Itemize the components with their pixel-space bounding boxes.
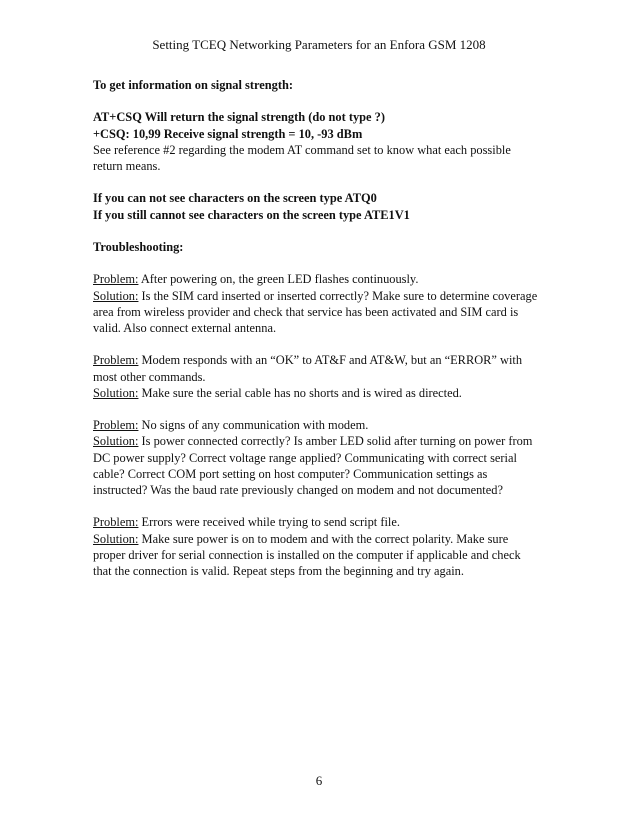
display-tip-atq0: If you can not see characters on the screen type ATQ0: [93, 191, 377, 206]
solution-label: Solution:: [93, 434, 139, 449]
problem-text: Modem responds with an “OK” to AT&F and AT&W, but an “ERROR” with: [138, 353, 523, 368]
problem-label: Problem:: [93, 272, 139, 287]
solution-text: Is power connected correctly? Is amber LED solid after turning on power from: [138, 434, 533, 449]
at-csq-command: AT+CSQ Will return the signal strength (do not type ?): [93, 110, 385, 125]
reference-line: return means.: [93, 159, 161, 173]
solution-label: Solution:: [93, 288, 139, 303]
solution-text: DC power supply? Correct voltage range applied? Communicating with correct serial: [93, 450, 517, 465]
troubleshooting-item: [93, 352, 553, 401]
page-header: Setting TCEQ Networking Parameters for an Enfora GSM 1208: [152, 37, 486, 52]
problem-label: Problem:: [93, 418, 139, 433]
problem-text: No signs of any communication with modem.: [138, 418, 369, 433]
solution-text: Make sure power is on to modem and with the correct polarity. Make sure: [138, 531, 509, 546]
signal-heading: To get information on signal strength:: [93, 78, 293, 92]
problem-text: most other commands.: [93, 369, 206, 384]
solution-text: area from wireless provider and check that service has been activated and SIM card is: [93, 304, 519, 319]
problem-line: [93, 352, 553, 368]
problem-line: [93, 271, 553, 287]
troubleshooting-item: [93, 514, 553, 579]
troubleshooting-item: [93, 271, 553, 336]
solution-line: [93, 433, 553, 449]
reference-line: See reference #2 regarding the modem AT command set to know what each possible: [93, 142, 511, 157]
solution-label: Solution:: [93, 531, 139, 546]
solution-text: that the connection is valid. Repeat steps from the beginning and try again.: [93, 563, 464, 578]
display-tip-ate1v1: If you still cannot see characters on the screen type ATE1V1: [93, 207, 410, 222]
troubleshooting-item: [93, 417, 553, 498]
solution-text: valid. Also connect external antenna.: [93, 320, 277, 335]
solution-label: Solution:: [93, 385, 139, 400]
problem-text: After powering on, the green LED flashes continuously.: [138, 272, 419, 287]
solution-line: [93, 531, 553, 547]
problem-text: Errors were received while trying to send script file.: [138, 515, 400, 530]
problem-line: [93, 417, 553, 433]
solution-text: proper driver for serial connection is installed on the computer if applicable and check: [93, 547, 521, 562]
document-body: [93, 77, 553, 579]
solution-line: [93, 288, 553, 304]
troubleshooting-heading: Troubleshooting:: [93, 239, 184, 254]
problem-label: Problem:: [93, 515, 139, 530]
solution-text: Make sure the serial cable has no shorts and is wired as directed.: [138, 385, 462, 400]
problem-label: Problem:: [93, 353, 139, 368]
solution-text: cable? Correct COM port setting on host computer? Communication settings as: [93, 466, 488, 481]
page-number: 6: [315, 773, 323, 788]
problem-line: [93, 514, 553, 530]
solution-text: instructed? Was the baud rate previously changed on modem and not documented?: [93, 482, 503, 497]
solution-text: Is the SIM card inserted or inserted correctly? Make sure to determine coverage: [138, 288, 538, 303]
csq-response: +CSQ: 10,99 Receive signal strength = 10, -93 dBm: [93, 126, 363, 141]
solution-line: [93, 385, 553, 401]
